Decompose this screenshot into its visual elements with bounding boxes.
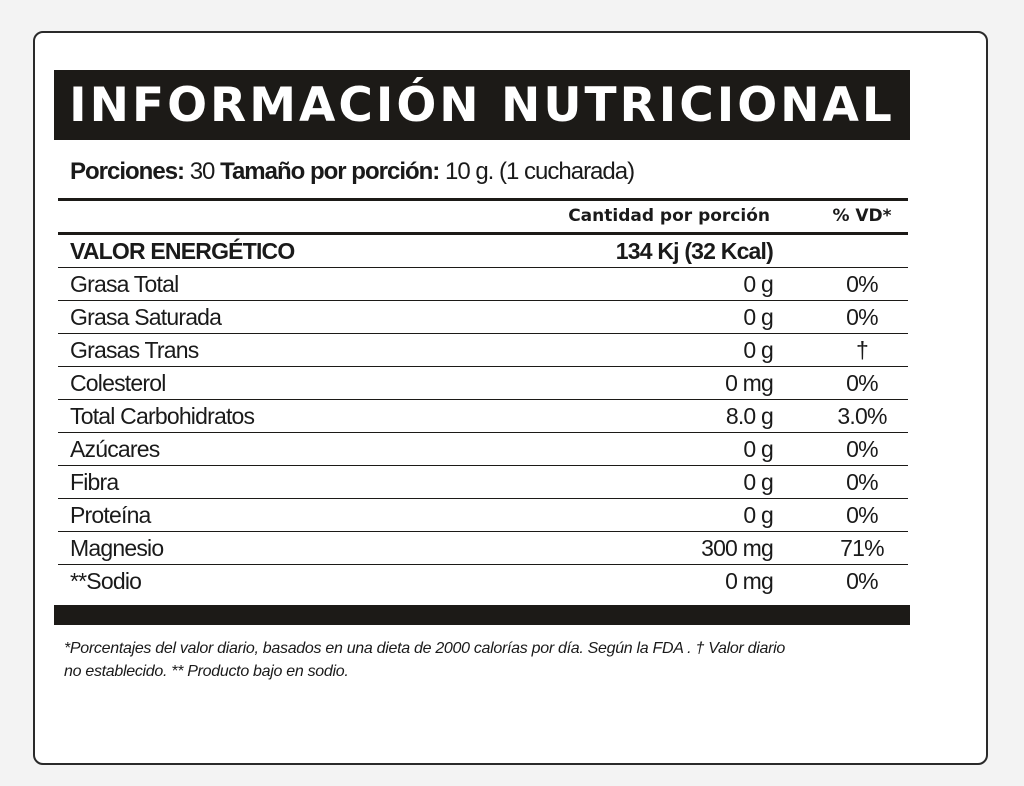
table-header bbox=[58, 201, 908, 232]
row-label: VALOR ENERGÉTICO bbox=[70, 238, 295, 264]
table-row bbox=[58, 466, 908, 499]
row-label: Total Carbohidratos bbox=[70, 403, 255, 429]
row-label: Proteína bbox=[70, 502, 151, 528]
table-row bbox=[58, 334, 908, 367]
row-daily-value: 0% bbox=[846, 436, 878, 462]
row-label: **Sodio bbox=[70, 568, 142, 594]
table-row bbox=[58, 499, 908, 532]
row-amount: 8.0 g bbox=[725, 403, 773, 429]
row-label: Azúcares bbox=[70, 436, 160, 462]
header-daily-value: % VD* bbox=[832, 206, 892, 226]
row-daily-value: 3.0% bbox=[837, 403, 887, 429]
row-label: Grasa Total bbox=[70, 271, 179, 297]
row-daily-value: 0% bbox=[846, 469, 878, 495]
table-row bbox=[58, 367, 908, 400]
header-quantity: Cantidad por porción bbox=[568, 206, 770, 226]
row-label: Magnesio bbox=[70, 535, 164, 561]
row-amount: 0 g bbox=[743, 304, 773, 330]
serving-size-label: Tamaño por porción: bbox=[220, 158, 440, 185]
serving-size-value: 10 g. (1 cucharada) bbox=[444, 158, 635, 185]
row-daily-value: 0% bbox=[846, 304, 878, 330]
table-row-energy bbox=[58, 235, 908, 268]
row-amount: 0 g bbox=[743, 271, 773, 297]
serving-info bbox=[70, 158, 634, 186]
row-amount: 134 Kj (32 Kcal) bbox=[615, 238, 773, 264]
row-daily-value: 0% bbox=[846, 568, 878, 594]
row-label: Colesterol bbox=[70, 370, 166, 396]
table-row bbox=[58, 301, 908, 334]
footnote bbox=[64, 637, 924, 683]
portions-label: Porciones: bbox=[70, 158, 185, 185]
row-label: Grasa Saturada bbox=[70, 304, 222, 330]
page-title: INFORMACIÓN NUTRICIONAL bbox=[54, 70, 910, 140]
table-row bbox=[58, 532, 908, 565]
table-row bbox=[58, 400, 908, 433]
row-amount: 0 g bbox=[743, 469, 773, 495]
row-amount: 0 mg bbox=[725, 568, 773, 594]
row-label: Grasas Trans bbox=[70, 337, 199, 363]
portions-value: 30 bbox=[189, 158, 215, 185]
row-amount: 0 g bbox=[743, 337, 773, 363]
row-label: Fibra bbox=[70, 469, 119, 495]
footnote-line-1: *Porcentajes del valor diario, basados en una dieta de 2000 calorías por día. Según la FDA . † Valor diario bbox=[64, 640, 785, 657]
row-daily-value: 0% bbox=[846, 370, 878, 396]
row-daily-value: † bbox=[856, 337, 868, 363]
row-daily-value: 0% bbox=[846, 502, 878, 528]
footnote-line-2: no establecido. ** Producto bajo en sodio. bbox=[64, 663, 349, 680]
row-amount: 0 mg bbox=[725, 370, 773, 396]
row-daily-value: 71% bbox=[840, 535, 884, 561]
table-row bbox=[58, 268, 908, 301]
row-amount: 0 g bbox=[743, 502, 773, 528]
row-daily-value: 0% bbox=[846, 271, 878, 297]
nutrition-table bbox=[58, 235, 908, 597]
row-amount: 300 mg bbox=[701, 535, 773, 561]
row-amount: 0 g bbox=[743, 436, 773, 462]
table-row bbox=[58, 565, 908, 597]
divider-bottom bbox=[54, 605, 910, 625]
table-row bbox=[58, 433, 908, 466]
